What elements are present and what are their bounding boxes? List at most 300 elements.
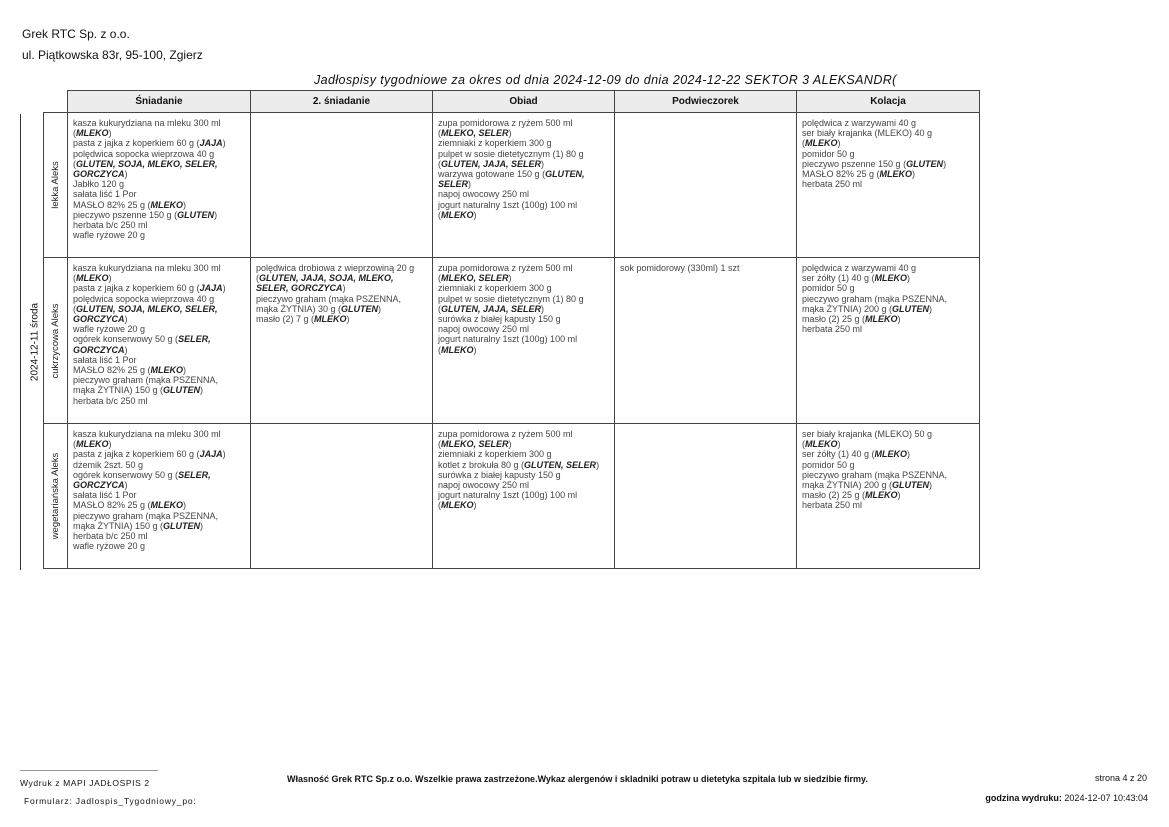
allergen-label: GLUTEN	[163, 520, 201, 531]
menu-item-suffix: )	[183, 365, 187, 376]
menu-item	[802, 128, 975, 138]
menu-item-text: herbata 250 ml	[802, 179, 863, 190]
allergen-label: GLUTEN, JAJA, SOJA, MLEKO,	[259, 273, 394, 284]
allergen-label: GORCZYCA	[73, 169, 125, 180]
diet-cell	[44, 424, 68, 569]
menu-item	[438, 480, 610, 490]
menu-item	[438, 149, 610, 159]
menu-item-text: wafle ryżowe 20 g	[73, 230, 146, 241]
menu-item-text: polędwica z warzywami 40 g	[802, 263, 917, 273]
menu-item-text: pomidor 50 g	[802, 148, 855, 159]
menu-item	[802, 324, 975, 334]
menu-item	[620, 263, 792, 273]
allergen-label: MLEKO	[805, 439, 838, 450]
column-header: Podwieczorek	[615, 91, 797, 113]
menu-item	[73, 149, 246, 159]
menu-item	[802, 283, 975, 293]
menu-item-suffix: )	[929, 480, 933, 491]
allergen-label: GLUTEN, SOJA, MLEKO, SELER,	[76, 303, 218, 314]
menu-item	[73, 385, 246, 395]
menu-item	[73, 314, 246, 324]
menu-item-text: herbata b/c 250 ml	[73, 531, 148, 542]
menu-item-suffix: )	[222, 138, 226, 149]
menu-item	[73, 480, 246, 490]
table-row	[44, 113, 980, 258]
menu-item	[73, 273, 246, 283]
menu-item-suffix: )	[124, 344, 128, 355]
allergen-label: MLEKO	[874, 273, 908, 284]
menu-item-suffix: )	[222, 283, 226, 294]
print-time-label: godzina wydruku:	[985, 793, 1062, 803]
menu-item	[438, 439, 610, 449]
menu-item-text: (	[73, 158, 76, 169]
menu-item-suffix: )	[473, 209, 477, 220]
allergen-label: MLEKO	[314, 314, 347, 325]
menu-item-text: surówka z białej kapusty 150 g	[438, 469, 561, 480]
menu-item-text: (	[438, 303, 441, 314]
menu-item-text: masło (2) 25 g (	[802, 490, 866, 501]
menu-item-suffix: )	[508, 128, 512, 139]
table-row	[44, 424, 980, 569]
menu-item	[73, 179, 246, 189]
allergen-label: GLUTEN	[163, 385, 201, 396]
menu-item-suffix: )	[183, 199, 187, 210]
menu-item-suffix: )	[541, 158, 545, 169]
date-bracket-line	[20, 114, 21, 570]
menu-item	[802, 429, 975, 439]
allergen-label: GLUTEN, JAJA, SELER	[441, 303, 542, 314]
menu-item	[438, 429, 610, 439]
menu-item-text: polędwica drobiowa z wieprzowiną 20 g	[256, 263, 415, 273]
menu-item-text: MASŁO 82% 25 g (	[73, 365, 151, 376]
menu-item-text: jogurt naturalny 1szt (100g) 100 ml	[438, 199, 578, 210]
menu-item	[802, 149, 975, 159]
menu-item	[438, 273, 610, 283]
menu-item-text: (	[73, 303, 76, 314]
menu-item	[438, 128, 610, 138]
menu-item	[802, 294, 975, 304]
allergen-label: MLEKO	[879, 169, 913, 180]
company-name: Grek RTC Sp. z o.o.	[22, 27, 130, 41]
menu-item-text: herbata 250 ml	[802, 324, 863, 335]
menu-item-text: pieczywo pszenne 150 g (	[802, 158, 907, 169]
allergen-label: MLEKO	[441, 209, 474, 220]
menu-item	[73, 345, 246, 355]
menu-item	[73, 490, 246, 500]
menu-item	[438, 449, 610, 459]
menu-item	[73, 500, 246, 510]
menu-item	[802, 470, 975, 480]
menu-cell	[251, 424, 433, 569]
menu-item-text: warzywa gotowane 150 g (	[438, 169, 546, 180]
menu-item-suffix: )	[929, 303, 933, 314]
menu-item-suffix: )	[473, 344, 477, 355]
allergen-label: SELER, GORCZYCA	[256, 283, 343, 294]
menu-item-text: zupa pomidorowa z ryżem 500 ml	[438, 429, 573, 439]
menu-item-text: ser biały krajanka (MLEKO) 40 g	[802, 128, 933, 139]
diet-cell	[44, 258, 68, 424]
menu-item-text: (	[438, 500, 441, 511]
menu-item-suffix: )	[124, 169, 128, 180]
menu-item	[73, 429, 246, 439]
menu-cell	[615, 424, 797, 569]
menu-item	[73, 396, 246, 406]
menu-item	[802, 449, 975, 459]
menu-item-text: ser żółty (1) 40 g (	[802, 449, 875, 460]
menu-item	[802, 480, 975, 490]
menu-cell	[797, 424, 980, 569]
menu-item-suffix: )	[508, 439, 512, 450]
menu-item	[438, 138, 610, 148]
page-number: strona 4 z 20	[1094, 773, 1147, 783]
menu-item-suffix: )	[907, 273, 911, 284]
menu-item-text: ziemniaki z koperkiem 300 g	[438, 283, 552, 294]
menu-item-text: sałata liść 1 Por	[73, 490, 137, 501]
menu-item-text: pulpet w sosie dietetycznym (1) 80 g	[438, 293, 584, 304]
menu-item-text: dżemik 2szt. 50 g	[73, 459, 144, 470]
allergen-label: MLEKO	[441, 500, 474, 511]
allergen-label: JAJA	[199, 138, 223, 149]
menu-item-suffix: )	[108, 273, 112, 284]
menu-cell	[615, 258, 797, 424]
menu-cell	[68, 113, 251, 258]
menu-item	[438, 179, 610, 189]
menu-item	[73, 460, 246, 470]
menu-item-text: ziemniaki z koperkiem 300 g	[438, 138, 552, 149]
menu-item-text: polędwica z warzywami 40 g	[802, 118, 917, 128]
footer-source	[20, 770, 197, 810]
menu-item-text: zupa pomidorowa z ryżem 500 ml	[438, 263, 573, 273]
column-header: Kolacja	[797, 91, 980, 113]
menu-item-text: (	[438, 128, 441, 139]
menu-item	[73, 294, 246, 304]
menu-item-text: pieczywo graham (mąka PSZENNA,	[802, 293, 948, 304]
menu-item-text: pomidor 50 g	[802, 459, 855, 470]
menu-item-text: ser żółty (1) 40 g (	[802, 273, 875, 284]
header-corner	[44, 91, 68, 113]
menu-item	[438, 490, 610, 500]
allergen-label: MLEKO	[76, 439, 109, 450]
menu-item-text: wafle ryżowe 20 g	[73, 541, 146, 552]
menu-item	[802, 490, 975, 500]
menu-item	[73, 304, 246, 314]
menu-item	[802, 263, 975, 273]
allergen-label: MLEKO	[76, 273, 109, 284]
allergen-label: MLEKO, SELER	[441, 128, 509, 139]
menu-item	[73, 128, 246, 138]
menu-item-text: (	[438, 439, 441, 450]
menu-item	[256, 283, 428, 293]
footer-printout: Wydruk z MAPI JADŁOSPIS 2	[20, 778, 150, 788]
menu-cell	[68, 424, 251, 569]
menu-item-suffix: )	[897, 490, 901, 501]
menu-item-text: sałata liść 1 Por	[73, 189, 137, 200]
menu-item-suffix: )	[108, 439, 112, 450]
allergen-label: GORCZYCA	[73, 344, 125, 355]
menu-item-text: pasta z jajka z koperkiem 60 g (	[73, 449, 200, 460]
allergen-label: GLUTEN,	[545, 169, 585, 180]
menu-item	[73, 169, 246, 179]
menu-item-suffix: )	[907, 449, 911, 460]
menu-item-suffix: )	[596, 459, 600, 470]
menu-item	[73, 263, 246, 273]
company-address: ul. Piątkowska 83r, 95-100, Zgierz	[22, 48, 203, 62]
menu-table	[43, 90, 980, 569]
menu-item-text: jogurt naturalny 1szt (100g) 100 ml	[438, 334, 578, 345]
menu-item-text: (	[438, 209, 441, 220]
menu-item-text: zupa pomidorowa z ryżem 500 ml	[438, 118, 573, 128]
menu-item-text: (	[73, 273, 76, 284]
menu-item	[256, 263, 428, 273]
menu-item-suffix: )	[342, 283, 346, 294]
allergen-label: GORCZYCA	[73, 480, 125, 491]
menu-item	[438, 283, 610, 293]
allergen-label: MLEKO	[865, 490, 898, 501]
menu-item	[802, 138, 975, 148]
date-label: 2024-12-11 środa	[29, 302, 41, 382]
menu-item-text: pieczywo graham (mąka PSZENNA,	[73, 510, 219, 521]
menu-item-text: kasza kukurydziana na mleku 300 ml	[73, 429, 221, 439]
allergen-label: GLUTEN	[341, 303, 379, 314]
menu-item-text: pasta z jajka z koperkiem 60 g (	[73, 138, 200, 149]
menu-item	[256, 304, 428, 314]
menu-item-suffix: )	[200, 385, 204, 396]
document-title: Jadłospisy tygodniowe za okres od dnia 2024-12-09 do dnia 2024-12-22 SEKTOR 3 ALEKSANDR(	[314, 73, 897, 87]
menu-item	[802, 460, 975, 470]
menu-item-suffix: )	[183, 500, 187, 511]
diet-label: cukrzycowa Aleks	[49, 303, 61, 378]
menu-item-suffix: )	[897, 314, 901, 325]
menu-item-suffix: )	[214, 209, 218, 220]
allergen-label: GLUTEN, SELER	[524, 459, 597, 470]
menu-item	[73, 118, 246, 128]
menu-item	[73, 230, 246, 240]
header-row	[44, 91, 980, 113]
diet-label: lekka Aleks	[49, 161, 61, 209]
menu-item-text: MASŁO 82% 25 g (	[73, 500, 151, 511]
menu-item-suffix: )	[108, 128, 112, 139]
menu-item-text: ser biały krajanka (MLEKO) 50 g	[802, 429, 933, 439]
menu-item	[438, 334, 610, 344]
menu-item	[73, 449, 246, 459]
column-header: 2. śniadanie	[251, 91, 433, 113]
menu-item-suffix: )	[837, 439, 841, 450]
allergen-label: SELER,	[178, 469, 211, 480]
menu-cell	[433, 424, 615, 569]
menu-item	[73, 283, 246, 293]
menu-item	[438, 345, 610, 355]
menu-item-text: (	[802, 138, 805, 149]
menu-item	[73, 470, 246, 480]
menu-item-text: mąka ŻYTNIA) 30 g (	[256, 303, 342, 314]
menu-item-text: mąka ŻYTNIA) 150 g (	[73, 385, 164, 396]
menu-item-suffix: )	[837, 138, 841, 149]
menu-item-suffix: )	[200, 520, 204, 531]
menu-item	[438, 169, 610, 179]
menu-item	[73, 159, 246, 169]
menu-item	[256, 314, 428, 324]
allergen-label: MLEKO, SELER	[441, 439, 509, 450]
menu-item	[256, 294, 428, 304]
menu-item-text: MASŁO 82% 25 g (	[73, 199, 151, 210]
allergen-label: MLEKO	[150, 199, 184, 210]
menu-item	[802, 304, 975, 314]
menu-item	[73, 541, 246, 551]
footer-ownership: Własność Grek RTC Sp.z o.o. Wszelkie prawa zastrzeżone.Wykaz alergenów i skladniki potraw u dietetyka szpitala lub w siedzibie firmy.	[287, 774, 868, 784]
menu-item	[73, 531, 246, 541]
menu-item	[438, 210, 610, 220]
diet-cell	[44, 113, 68, 258]
print-time-value: 2024-12-07 10:43:04	[1064, 793, 1148, 803]
menu-item-text: ogórek konserwowy 50 g (	[73, 469, 179, 480]
menu-item	[438, 460, 610, 470]
allergen-label: MLEKO	[150, 500, 184, 511]
menu-item-text: herbata b/c 250 ml	[73, 220, 148, 231]
menu-item	[73, 200, 246, 210]
menu-item	[438, 324, 610, 334]
footer-form: Formularz: Jadlospis_Tygodniowy_po:	[24, 796, 197, 806]
menu-item	[438, 470, 610, 480]
menu-item	[438, 118, 610, 128]
menu-item-text: masło (2) 7 g (	[256, 314, 315, 325]
allergen-label: MLEKO	[441, 344, 474, 355]
menu-item-text: masło (2) 25 g (	[802, 314, 866, 325]
company-header	[22, 24, 203, 66]
menu-item-text: jogurt naturalny 1szt (100g) 100 ml	[438, 490, 578, 501]
menu-item-suffix: )	[912, 169, 916, 180]
menu-item	[73, 355, 246, 365]
menu-item-suffix: )	[124, 314, 128, 325]
menu-cell	[797, 113, 980, 258]
menu-item	[73, 365, 246, 375]
menu-item-text: napoj owocowy 250 ml	[438, 324, 530, 335]
menu-item-text: pieczywo graham (mąka PSZENNA,	[73, 375, 219, 386]
menu-item-text: napoj owocowy 250 ml	[438, 189, 530, 200]
menu-item-text: wafle ryżowe 20 g	[73, 324, 146, 335]
menu-item-text: MASŁO 82% 25 g (	[802, 169, 880, 180]
menu-item	[73, 138, 246, 148]
menu-item-text: pulpet w sosie dietetycznym (1) 80 g	[438, 148, 584, 159]
menu-item-suffix: )	[541, 303, 545, 314]
menu-item	[802, 159, 975, 169]
column-header: Śniadanie	[68, 91, 251, 113]
allergen-label: GLUTEN, JAJA, SELER	[441, 158, 542, 169]
menu-item-text: pomidor 50 g	[802, 283, 855, 294]
menu-item	[802, 179, 975, 189]
menu-item-text: ziemniaki z koperkiem 300 g	[438, 449, 552, 460]
menu-item-text: sok pomidorowy (330ml) 1 szt	[620, 263, 740, 273]
menu-cell	[433, 113, 615, 258]
menu-item-text: kotlet z brokuła 80 g (	[438, 459, 525, 470]
menu-item-text: kasza kukurydziana na mleku 300 ml	[73, 118, 221, 128]
menu-item-text: pieczywo pszenne 150 g (	[73, 209, 178, 220]
allergen-label: MLEKO	[874, 449, 908, 460]
menu-item-suffix: )	[943, 158, 947, 169]
menu-item-suffix: )	[468, 179, 472, 190]
menu-item-text: (	[438, 273, 441, 284]
menu-item-text: ogórek konserwowy 50 g (	[73, 334, 179, 345]
menu-item-text: herbata 250 ml	[802, 500, 863, 511]
menu-item-text: mąka ŻYTNIA) 200 g (	[802, 303, 893, 314]
menu-item	[802, 314, 975, 324]
menu-item-text: napoj owocowy 250 ml	[438, 480, 530, 491]
allergen-label: MLEKO	[805, 138, 838, 149]
menu-item	[438, 263, 610, 273]
menu-item-text: herbata b/c 250 ml	[73, 395, 148, 406]
menu-item	[73, 521, 246, 531]
menu-item-text: mąka ŻYTNIA) 200 g (	[802, 480, 893, 491]
menu-item-text: (	[438, 158, 441, 169]
menu-item	[438, 304, 610, 314]
allergen-label: MLEKO	[76, 128, 109, 139]
menu-item-text: (	[256, 273, 259, 284]
menu-item	[73, 511, 246, 521]
allergen-label: GORCZYCA	[73, 314, 125, 325]
menu-item	[73, 189, 246, 199]
menu-cell	[797, 258, 980, 424]
menu-item-text: surówka z białej kapusty 150 g	[438, 314, 561, 325]
menu-item	[73, 375, 246, 385]
menu-item-text: (	[73, 439, 76, 450]
menu-cell	[251, 113, 433, 258]
menu-item-suffix: )	[473, 500, 477, 511]
menu-item-text: sałata liść 1 Por	[73, 354, 137, 365]
menu-cell	[251, 258, 433, 424]
menu-item-suffix: )	[124, 480, 128, 491]
menu-item	[256, 273, 428, 283]
allergen-label: GLUTEN	[892, 480, 930, 491]
menu-item	[438, 200, 610, 210]
menu-item-text: polędwica sopocka wieprzowa 40 g	[73, 148, 215, 159]
menu-cell	[68, 258, 251, 424]
menu-item	[802, 169, 975, 179]
menu-item-text: (	[438, 344, 441, 355]
allergen-label: JAJA	[199, 283, 223, 294]
menu-item	[802, 118, 975, 128]
menu-item-suffix: )	[222, 449, 226, 460]
allergen-label: MLEKO	[865, 314, 898, 325]
menu-item	[802, 439, 975, 449]
menu-item-suffix: )	[346, 314, 350, 325]
menu-cell	[615, 113, 797, 258]
menu-item-text: (	[802, 439, 805, 450]
menu-item	[438, 500, 610, 510]
menu-item	[73, 324, 246, 334]
menu-cell	[433, 258, 615, 424]
menu-item-text: kasza kukurydziana na mleku 300 ml	[73, 263, 221, 273]
menu-item	[73, 334, 246, 344]
menu-item	[438, 314, 610, 324]
menu-item-text: Jabłko 120 g	[73, 179, 125, 190]
menu-item-text: polędwica sopocka wieprzowa 40 g	[73, 293, 215, 304]
allergen-label: GLUTEN	[177, 209, 215, 220]
diet-label: wegetariańska Aleks	[49, 452, 61, 540]
menu-item-suffix: )	[508, 273, 512, 284]
menu-item-text: mąka ŻYTNIA) 150 g (	[73, 520, 164, 531]
menu-item	[802, 500, 975, 510]
allergen-label: SELER	[438, 179, 469, 190]
allergen-label: JAJA	[199, 449, 223, 460]
allergen-label: GLUTEN	[906, 158, 944, 169]
allergen-label: GLUTEN	[892, 303, 930, 314]
allergen-label: MLEKO	[150, 365, 184, 376]
table-row	[44, 258, 980, 424]
menu-item-text: pieczywo graham (mąka PSZENNA,	[802, 469, 948, 480]
menu-item	[438, 189, 610, 199]
allergen-label: MLEKO, SELER	[441, 273, 509, 284]
menu-item	[802, 273, 975, 283]
menu-item	[438, 294, 610, 304]
